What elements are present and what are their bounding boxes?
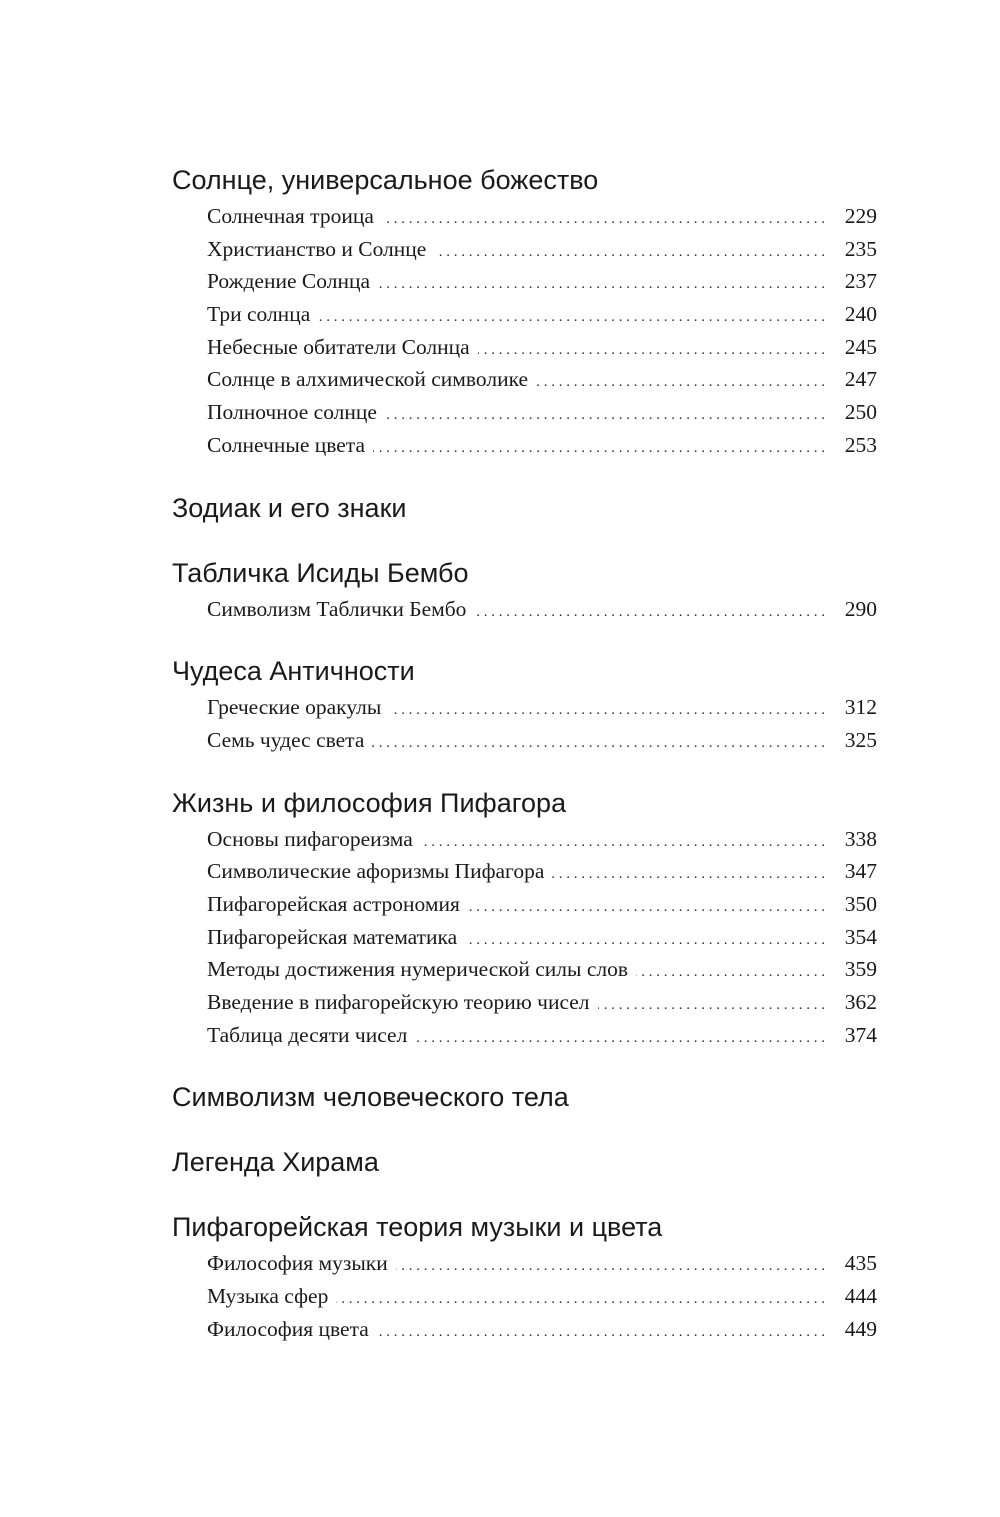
dot-leader xyxy=(373,432,825,465)
entry-page-number: 250 xyxy=(844,400,877,425)
toc-entry[interactable] xyxy=(207,1019,877,1052)
entry-page-number: 235 xyxy=(844,236,877,261)
entry-list xyxy=(172,593,877,626)
entry-label: Методы достижения нумерической силы слов xyxy=(207,957,629,982)
entry-label: Символические афоризмы Пифагора xyxy=(207,859,545,884)
toc-section xyxy=(172,1077,877,1142)
toc-entry[interactable] xyxy=(207,1280,877,1313)
entry-label: Философия музыки xyxy=(207,1251,388,1276)
section-title: Символизм человеческого тела xyxy=(172,1082,569,1113)
toc-entry[interactable] xyxy=(207,396,877,429)
entry-label: Солнечные цвета xyxy=(207,432,366,457)
entry-page-number: 444 xyxy=(844,1284,877,1309)
entry-label: Христианство и Солнце xyxy=(207,236,427,261)
dot-leader xyxy=(598,989,825,1022)
entry-page-number: 362 xyxy=(844,990,877,1014)
entry-label: Таблица десяти чисел xyxy=(207,1022,408,1047)
section-title: Чудеса Античности xyxy=(172,656,415,687)
table-of-contents xyxy=(172,160,877,1371)
toc-entry[interactable] xyxy=(207,1313,877,1346)
dot-leader xyxy=(382,203,825,236)
toc-entry[interactable] xyxy=(207,1247,877,1280)
entry-label: Небесные обитатели Солнца xyxy=(207,334,470,359)
toc-section xyxy=(172,1207,877,1371)
dot-leader xyxy=(385,399,825,432)
entry-label: Пифагорейская математика xyxy=(207,924,458,949)
toc-entry[interactable] xyxy=(207,233,877,266)
dot-leader xyxy=(474,596,825,629)
toc-entry[interactable] xyxy=(207,200,877,233)
dot-leader xyxy=(636,956,825,989)
dot-leader xyxy=(318,301,825,334)
toc-section xyxy=(172,1142,877,1207)
entry-label: Музыка сфер xyxy=(207,1284,329,1309)
entry-page-number: 253 xyxy=(844,432,877,457)
entry-label: Семь чудес света xyxy=(207,727,365,752)
entry-page-number: 449 xyxy=(844,1316,877,1341)
toc-entry[interactable] xyxy=(207,363,877,396)
dot-leader xyxy=(372,727,825,760)
entry-page-number: 374 xyxy=(844,1022,877,1047)
entry-list xyxy=(172,1247,877,1345)
entry-page-number: 237 xyxy=(844,269,877,294)
entry-label: Греческие оракулы xyxy=(207,695,382,720)
dot-leader xyxy=(396,1250,825,1283)
entry-label: Введение в пифагорейскую теорию чисел xyxy=(207,990,590,1014)
section-title: Легенда Хирама xyxy=(172,1147,379,1178)
toc-section xyxy=(172,488,877,553)
toc-entry[interactable] xyxy=(207,691,877,724)
toc-entry[interactable] xyxy=(207,298,877,331)
entry-page-number: 247 xyxy=(844,367,877,392)
toc-entry[interactable] xyxy=(207,265,877,298)
dot-leader xyxy=(389,694,825,727)
dot-leader xyxy=(468,891,825,924)
section-title: Пифагорейская теория музыки и цвета xyxy=(172,1212,663,1243)
toc-entry[interactable] xyxy=(207,953,877,986)
dot-leader xyxy=(378,268,825,301)
section-title: Жизнь и философия Пифагора xyxy=(172,787,567,818)
dot-leader xyxy=(465,924,825,957)
entry-label: Пифагорейская астрономия xyxy=(207,891,460,916)
section-title: Солнце, универсальное божество xyxy=(172,165,599,195)
entry-page-number: 290 xyxy=(844,596,877,621)
dot-leader xyxy=(552,858,825,891)
entry-list xyxy=(172,691,877,756)
entry-page-number: 350 xyxy=(844,891,877,916)
entry-label: Солнечная троица xyxy=(207,204,374,228)
toc-section xyxy=(172,160,877,488)
toc-entry[interactable] xyxy=(207,986,877,1019)
entry-label: Основы пифагореизма xyxy=(207,826,413,851)
entry-label: Рождение Солнца xyxy=(207,269,370,294)
dot-leader xyxy=(377,1316,825,1349)
entry-label: Символизм Таблички Бембо xyxy=(207,596,467,621)
toc-entry[interactable] xyxy=(207,921,877,954)
toc-entry[interactable] xyxy=(207,855,877,888)
section-title: Табличка Исиды Бембо xyxy=(172,557,469,588)
entry-label: Полночное солнце xyxy=(207,400,377,425)
toc-entry[interactable] xyxy=(207,593,877,626)
toc-entry[interactable] xyxy=(207,429,877,462)
toc-entry[interactable] xyxy=(207,724,877,757)
entry-page-number: 354 xyxy=(844,924,877,949)
entry-page-number: 240 xyxy=(844,302,877,327)
entry-page-number: 347 xyxy=(844,859,877,884)
entry-page-number: 229 xyxy=(844,204,877,228)
entry-page-number: 359 xyxy=(844,957,877,982)
toc-section xyxy=(172,651,877,782)
section-title: Зодиак и его знаки xyxy=(172,492,407,523)
dot-leader xyxy=(536,366,825,399)
toc-section xyxy=(172,783,877,1078)
entry-label: Солнце в алхимической символике xyxy=(207,367,529,392)
entry-list xyxy=(172,200,877,462)
dot-leader xyxy=(478,334,825,367)
dot-leader xyxy=(336,1283,825,1316)
entry-label: Философия цвета xyxy=(207,1316,369,1341)
entry-page-number: 245 xyxy=(844,334,877,359)
entry-page-number: 325 xyxy=(844,727,877,752)
entry-page-number: 312 xyxy=(844,695,877,720)
entry-list xyxy=(172,823,877,1052)
entry-label: Три солнца xyxy=(207,302,311,327)
dot-leader xyxy=(415,1022,825,1055)
toc-entry[interactable] xyxy=(207,331,877,364)
toc-entry[interactable] xyxy=(207,888,877,921)
toc-entry[interactable] xyxy=(207,823,877,856)
dot-leader xyxy=(421,826,825,859)
dot-leader xyxy=(434,236,825,269)
entry-page-number: 338 xyxy=(844,826,877,851)
entry-page-number: 435 xyxy=(844,1251,877,1276)
toc-section xyxy=(172,553,877,652)
